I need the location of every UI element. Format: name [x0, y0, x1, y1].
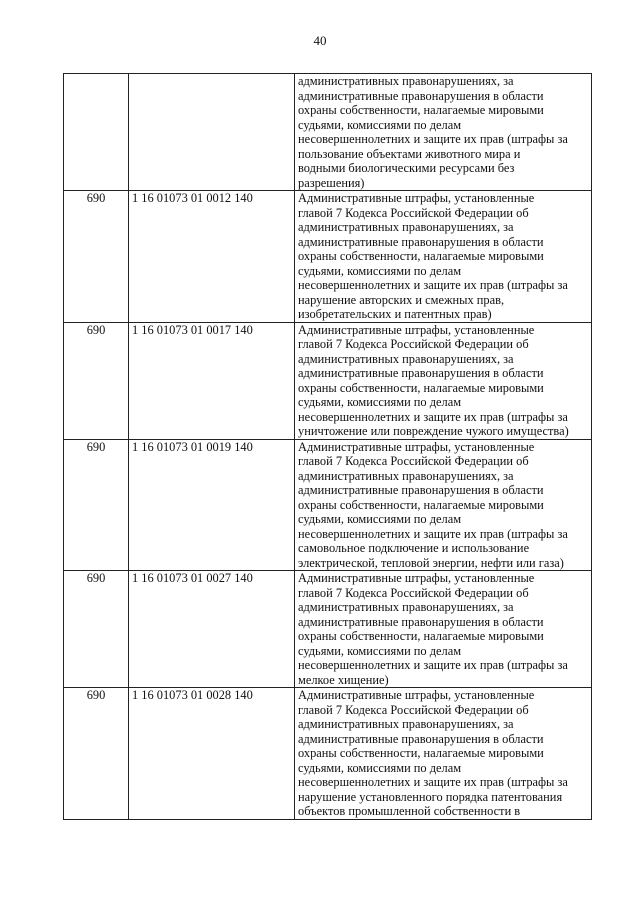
table-row [64, 322, 592, 439]
description-line: несовершеннолетних и защите их прав (штрафы за [298, 278, 568, 292]
admin-code-cell [64, 74, 129, 191]
admin-code-cell: 690 [64, 191, 129, 323]
admin-code-cell: 690 [64, 688, 129, 820]
table-row [64, 74, 592, 191]
description-line: Административные штрафы, установленные [298, 571, 535, 585]
description-line: нарушение установленного порядка патентования [298, 789, 563, 804]
description-line: разрешения) [298, 175, 365, 190]
description-cell [295, 439, 592, 571]
description-line: Административные штрафы, установленные [298, 688, 535, 702]
table-row [64, 688, 592, 820]
budget-codes-table [63, 73, 592, 820]
description-line: административные правонарушения в области [298, 483, 544, 497]
description-line: несовершеннолетних и защите их прав (штрафы за [298, 658, 568, 672]
description-line: судьями, комиссиями по делам [298, 760, 462, 775]
description-line: судьями, комиссиями по делам [298, 643, 462, 658]
admin-code-cell: 690 [64, 439, 129, 571]
description-line: охраны собственности, налагаемые мировыми [298, 629, 544, 643]
description-line: Административные штрафы, установленные [298, 439, 535, 454]
table-row [64, 439, 592, 571]
description-line: судьями, комиссиями по делам [298, 395, 462, 409]
description-line: административных правонарушениях, за [298, 600, 514, 614]
budget-code-cell [129, 74, 295, 191]
description-line: охраны собственности, налагаемые мировыми [298, 746, 544, 760]
budget-code-cell: 1 16 01073 01 0027 140 [129, 571, 295, 688]
table-row [64, 191, 592, 323]
description-line: судьями, комиссиями по делам [298, 512, 462, 526]
description-line: административных правонарушениях, за [298, 351, 514, 366]
description-line: Административные штрафы, установленные [298, 191, 535, 205]
description-line: судьями, комиссиями по делам [298, 117, 462, 132]
table-row [64, 571, 592, 688]
description-line: несовершеннолетних и защите их прав (штрафы за [298, 409, 568, 424]
description-cell [295, 571, 592, 688]
description-line: мелкое хищение) [298, 672, 389, 687]
description-line: административные правонарушения в области [298, 366, 544, 380]
table-body [64, 74, 592, 820]
description-line: электрической, тепловой энергии, нефти или газа) [298, 555, 564, 570]
admin-code-cell: 690 [64, 322, 129, 439]
description-line: несовершеннолетних и защите их прав (штрафы за [298, 775, 568, 789]
description-line: административные правонарушения в области [298, 234, 544, 249]
description-cell [295, 191, 592, 323]
description-line: административных правонарушениях, за [298, 74, 514, 88]
admin-code-cell: 690 [64, 571, 129, 688]
description-line: самовольное подключение и использование [298, 541, 530, 555]
description-line: административных правонарушениях, за [298, 468, 514, 483]
budget-code-cell: 1 16 01073 01 0028 140 [129, 688, 295, 820]
description-line: уничтожение или повреждение чужого имущества) [298, 424, 569, 438]
description-line: объектов промышленной собственности в [298, 804, 521, 818]
description-line: охраны собственности, налагаемые мировыми [298, 103, 544, 117]
description-line: Административные штрафы, установленные [298, 322, 535, 337]
description-line: охраны собственности, налагаемые мировыми [298, 380, 544, 395]
description-line: административные правонарушения в области [298, 731, 544, 746]
page-number: 40 [313, 33, 327, 48]
description-line: административных правонарушениях, за [298, 220, 514, 234]
description-line: несовершеннолетних и защите их прав (штрафы за [298, 526, 568, 541]
description-line: водными биологическими ресурсами без [298, 161, 515, 175]
description-line: главой 7 Кодекса Российской Федерации об [298, 702, 529, 717]
budget-code-cell: 1 16 01073 01 0012 140 [129, 191, 295, 323]
budget-code-cell: 1 16 01073 01 0019 140 [129, 439, 295, 571]
description-cell [295, 322, 592, 439]
budget-code-cell: 1 16 01073 01 0017 140 [129, 322, 295, 439]
description-line: главой 7 Кодекса Российской Федерации об [298, 585, 529, 600]
description-line: административных правонарушениях, за [298, 717, 514, 731]
description-line: главой 7 Кодекса Российской Федерации об [298, 454, 529, 468]
description-line: изобретательских и патентных прав) [298, 307, 492, 321]
description-line: главой 7 Кодекса Российской Федерации об [298, 205, 529, 220]
description-line: пользование объектами животного мира и [298, 146, 521, 161]
description-line: административные правонарушения в области [298, 614, 544, 629]
description-line: административные правонарушения в области [298, 88, 544, 103]
description-cell [295, 74, 592, 191]
description-line: несовершеннолетних и защите их прав (штрафы за [298, 132, 568, 146]
description-line: главой 7 Кодекса Российской Федерации об [298, 337, 529, 351]
description-cell [295, 688, 592, 820]
description-line: судьями, комиссиями по делам [298, 263, 462, 278]
description-line: охраны собственности, налагаемые мировыми [298, 249, 544, 263]
description-line: нарушение авторских и смежных прав, [298, 292, 505, 307]
description-line: охраны собственности, налагаемые мировыми [298, 497, 544, 512]
